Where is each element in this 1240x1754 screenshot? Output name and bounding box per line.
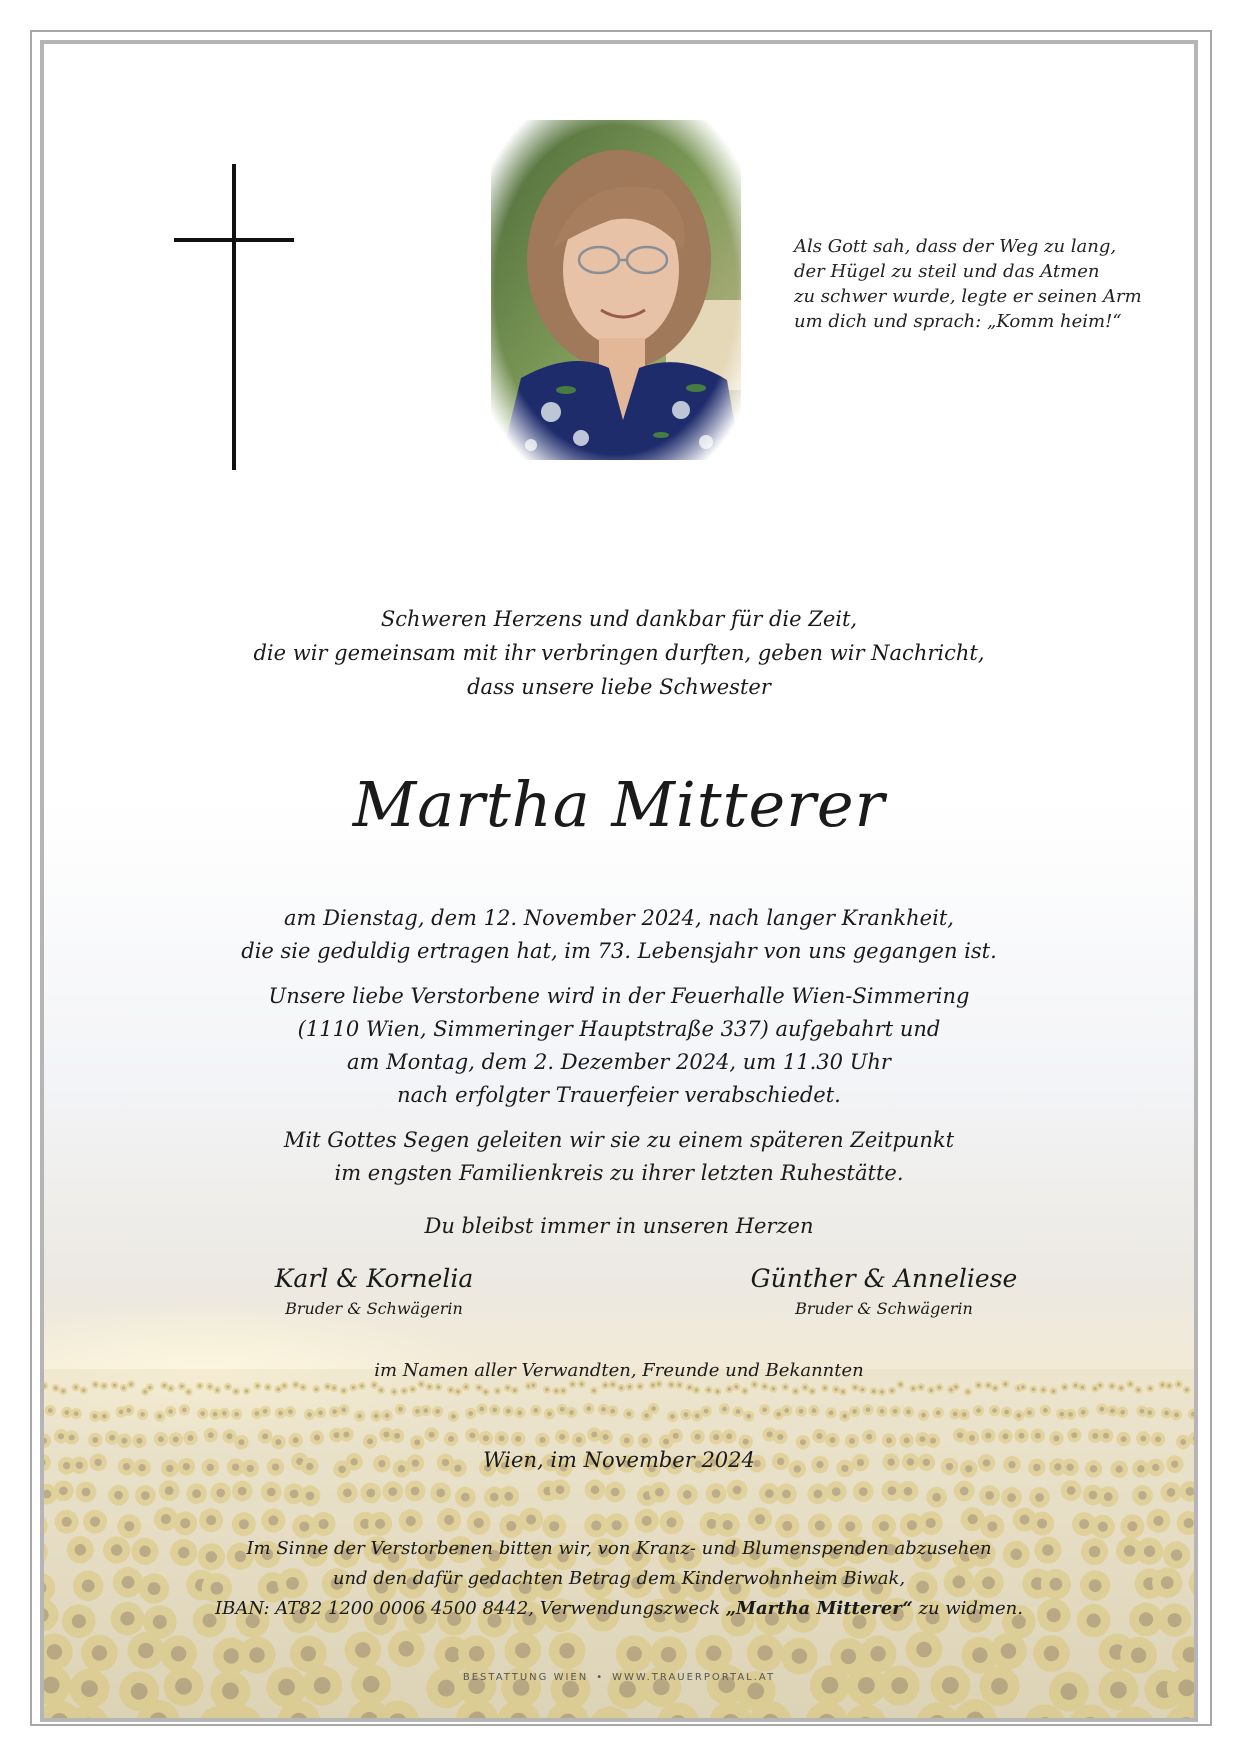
funeral-line: nach erfolgter Trauerfeier verabschiedet.	[397, 1083, 841, 1107]
footer	[44, 1672, 1194, 1683]
signatory-role: Bruder & Schwägerin	[285, 1299, 463, 1318]
signatory-role: Bruder & Schwägerin	[795, 1299, 973, 1318]
intro-line: die wir gemeinsam mit ihr verbringen durften, geben wir Nachricht,	[253, 641, 985, 665]
funeral-line: am Montag, dem 2. Dezember 2024, um 11.30 Uhr	[347, 1050, 891, 1074]
signatory-name: Günther & Anneliese	[750, 1264, 1018, 1293]
poem-line: Als Gott sah, dass der Weg zu lang,	[794, 236, 1117, 257]
relatives-line: im Namen aller Verwandten, Freunde und Bekannten	[374, 1360, 864, 1381]
signatory	[704, 1262, 1064, 1322]
footer-website: WWW.TRAUERPORTAL.AT	[612, 1672, 776, 1683]
funeral-line: (1110 Wien, Simmeringer Hauptstraße 337) aufgebahrt und	[297, 1017, 941, 1041]
poem-line: der Hügel zu steil und das Atmen	[794, 261, 1100, 282]
intro-line: dass unsere liebe Schwester	[467, 675, 771, 699]
closing-line: Du bleibst immer in unseren Herzen	[424, 1214, 814, 1238]
donation-purpose: „Martha Mitterer“	[725, 1598, 913, 1619]
signatory	[224, 1262, 524, 1322]
iban-text: IBAN: AT82 1200 0006 4500 8442, Verwendungszweck	[215, 1598, 726, 1619]
poem-line: zu schwer wurde, legte er seinen Arm	[794, 286, 1142, 307]
donation-request	[44, 1534, 1194, 1624]
intro-text	[44, 602, 1194, 704]
intro-line: Schweren Herzens und dankbar für die Zeit,	[380, 607, 858, 631]
memorial-poem	[794, 234, 1174, 334]
donation-line	[44, 1594, 1194, 1624]
notice-content	[44, 44, 1194, 1718]
donation-line: Im Sinne der Verstorbenen bitten wir, von Kranz- und Blumenspenden abzusehen	[246, 1538, 992, 1559]
signatory-name: Karl & Kornelia	[274, 1264, 474, 1293]
death-announcement	[44, 902, 1194, 968]
funeral-details	[44, 980, 1194, 1112]
announcement-line: die sie geduldig ertragen hat, im 73. Lebensjahr von uns gegangen ist.	[241, 939, 997, 963]
burial-line: im engsten Familienkreis zu ihrer letzten Ruhestätte.	[334, 1161, 904, 1185]
portrait-photo	[491, 120, 741, 460]
notice-card	[40, 40, 1198, 1722]
poem-line: um dich und sprach: „Komm heim!“	[794, 311, 1122, 332]
funeral-line: Unsere liebe Verstorbene wird in der Feuerhalle Wien-Simmering	[268, 984, 970, 1008]
footer-brand: BESTATTUNG WIEN	[462, 1672, 589, 1683]
announcement-line: am Dienstag, dem 12. November 2024, nach langer Krankheit,	[284, 906, 954, 930]
place-date: Wien, im November 2024	[483, 1448, 755, 1472]
burial-note	[44, 1124, 1194, 1190]
footer-separator: •	[596, 1672, 605, 1683]
burial-line: Mit Gottes Segen geleiten wir sie zu einem späteren Zeitpunkt	[283, 1128, 955, 1152]
donation-line: und den dafür gedachten Betrag dem Kinderwohnheim Biwak,	[332, 1568, 906, 1589]
latin-cross-icon	[174, 164, 294, 470]
donation-suffix: zu widmen.	[912, 1598, 1023, 1619]
deceased-name: Martha Mitterer	[352, 768, 886, 841]
